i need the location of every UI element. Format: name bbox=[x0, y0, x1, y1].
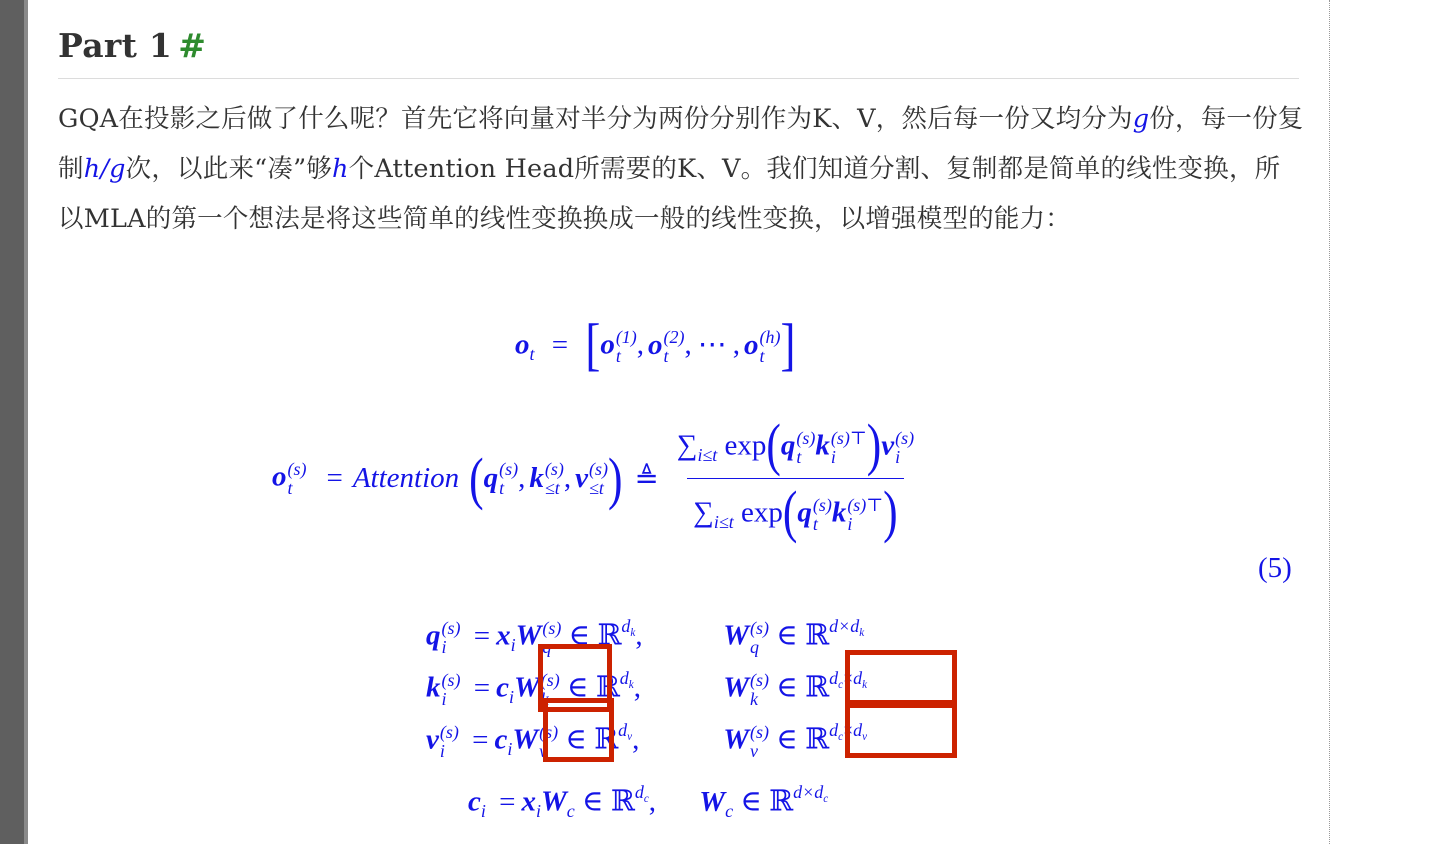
para-text-3: 次，以此来“凑”够 bbox=[125, 154, 333, 184]
left-scroll-gutter bbox=[0, 0, 28, 844]
para-text-2: 份，每一份复制 bbox=[58, 104, 1304, 184]
equation-projections bbox=[426, 600, 868, 761]
heading-anchor-link[interactable]: # bbox=[178, 26, 207, 65]
math-h-over-g: h/g bbox=[83, 154, 126, 184]
highlight-box-rv bbox=[845, 700, 957, 758]
highlight-box-wv bbox=[543, 698, 614, 762]
equation-number: (5) bbox=[1258, 552, 1292, 584]
eq-row-q: q (s) i = $x_iW$ (s) q ∈ ℝ$^{d_k}$, W (s) q ∈ ℝ$^{d\times d_k}$ bbox=[426, 616, 865, 657]
equation-output-concat: $o_t = [o$ (1) t , o (2) t , ⋯ , o (h) t ] bbox=[515, 311, 796, 377]
section-heading bbox=[58, 26, 206, 65]
heading-title: Part 1 bbox=[58, 26, 173, 65]
math-g: g bbox=[1132, 104, 1150, 134]
equation-latent: $c_i = x_iW_c$ ∈ ℝ$^{d_c}$, $W_c$ ∈ ℝ$^{d\times d_c}$ bbox=[468, 782, 829, 821]
eq-row-v: v (s) i = $c_iW$ (s) v ∈ ℝ$^{d_v}$, W (s) v ∈ ℝ$^{d_c\times d_v}$ bbox=[426, 720, 868, 761]
eq-row-k: k (s) i = $c_iW$ (s) k ∈ ℝ$^{d_k}$, W (s) k ∈ ℝ$^{d_c\times d_k}$ bbox=[426, 668, 868, 709]
para-text-1: GQA在投影之后做了什么呢？首先它将向量对半分为两份分别作为K、V，然后每一份又均分为 bbox=[58, 104, 1133, 134]
right-margin-guide bbox=[1329, 0, 1330, 844]
heading-divider bbox=[58, 78, 1299, 79]
equation-attention: o (s) t = Attention ( q (s) t , k (s) ≤t , v (s) ≤t ) ≜ $\sum_{i\le t}$ exp(q (s) t k (s)⊤ i )v (s) i $\sum_{i\le t}$ exp(q (s) t k (s)⊤ i ) bbox=[272, 412, 915, 545]
para-text-4: 个Attention Head所需要的K、V。我们知道分割、复制都是简单的线性变换，所以MLA的第一个想法是将这些简单的线性变换换成一般的线性变换，以增强模型的能力： bbox=[58, 154, 1281, 234]
body-paragraph bbox=[58, 94, 1306, 244]
math-h: h bbox=[332, 154, 349, 184]
